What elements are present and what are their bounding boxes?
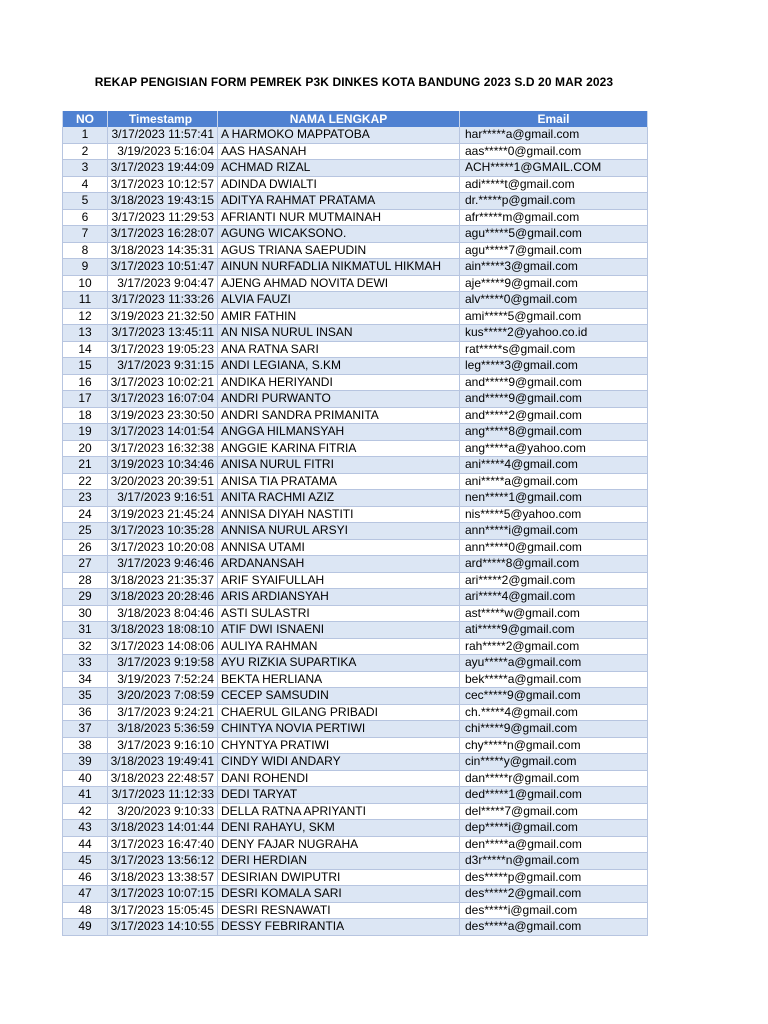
row-number-cell: 30 xyxy=(63,605,108,622)
table-row[interactable] xyxy=(63,803,648,820)
table-row[interactable] xyxy=(63,539,648,556)
email-cell: ari*****4@gmail.com xyxy=(460,589,648,606)
row-number-cell: 13 xyxy=(63,325,108,342)
timestamp-cell: 3/18/2023 8:04:46 xyxy=(108,605,218,622)
timestamp-cell: 3/18/2023 5:36:59 xyxy=(108,721,218,738)
row-number-cell: 34 xyxy=(63,671,108,688)
name-cell: ANISA NURUL FITRI xyxy=(218,457,460,474)
name-cell: AJENG AHMAD NOVITA DEWI xyxy=(218,275,460,292)
timestamp-cell: 3/17/2023 14:10:55 xyxy=(108,919,218,936)
row-number-cell: 49 xyxy=(63,919,108,936)
email-cell: ani*****4@gmail.com xyxy=(460,457,648,474)
email-cell: den*****a@gmail.com xyxy=(460,836,648,853)
email-cell: dep*****i@gmail.com xyxy=(460,820,648,837)
name-cell: ASTI SULASTRI xyxy=(218,605,460,622)
row-number-cell: 7 xyxy=(63,226,108,243)
row-number-cell: 48 xyxy=(63,902,108,919)
row-number-cell: 44 xyxy=(63,836,108,853)
row-number-cell: 12 xyxy=(63,308,108,325)
timestamp-cell: 3/17/2023 10:12:57 xyxy=(108,176,218,193)
table-row[interactable] xyxy=(63,836,648,853)
row-number-cell: 24 xyxy=(63,506,108,523)
table-row[interactable] xyxy=(63,259,648,276)
name-cell: ARIF SYAIFULLAH xyxy=(218,572,460,589)
name-cell: ANGGIE KARINA FITRIA xyxy=(218,440,460,457)
row-number-cell: 26 xyxy=(63,539,108,556)
email-cell: kus*****2@yahoo.co.id xyxy=(460,325,648,342)
email-cell: agu*****5@gmail.com xyxy=(460,226,648,243)
table-row[interactable] xyxy=(63,787,648,804)
row-number-cell: 39 xyxy=(63,754,108,771)
table-row[interactable] xyxy=(63,869,648,886)
email-cell: rah*****2@gmail.com xyxy=(460,638,648,655)
row-number-cell: 4 xyxy=(63,176,108,193)
table-row[interactable] xyxy=(63,919,648,936)
table-row[interactable] xyxy=(63,407,648,424)
email-cell: dr.*****p@gmail.com xyxy=(460,193,648,210)
name-cell: AULIYA RAHMAN xyxy=(218,638,460,655)
table-row[interactable] xyxy=(63,523,648,540)
name-cell: ANITA RACHMI AZIZ xyxy=(218,490,460,507)
email-cell: ded*****1@gmail.com xyxy=(460,787,648,804)
row-number-cell: 46 xyxy=(63,869,108,886)
name-cell: ANNISA DIYAH NASTITI xyxy=(218,506,460,523)
timestamp-cell: 3/18/2023 14:01:44 xyxy=(108,820,218,837)
email-cell: and*****2@gmail.com xyxy=(460,407,648,424)
email-cell: cin*****y@gmail.com xyxy=(460,754,648,771)
timestamp-cell: 3/18/2023 13:38:57 xyxy=(108,869,218,886)
name-cell: ANNISA UTAMI xyxy=(218,539,460,556)
row-number-cell: 23 xyxy=(63,490,108,507)
timestamp-cell: 3/20/2023 7:08:59 xyxy=(108,688,218,705)
row-number-cell: 11 xyxy=(63,292,108,309)
table-row[interactable] xyxy=(63,242,648,259)
name-cell: ACHMAD RIZAL xyxy=(218,160,460,177)
row-number-cell: 22 xyxy=(63,473,108,490)
name-cell: AGUS TRIANA SAEPUDIN xyxy=(218,242,460,259)
page-title: REKAP PENGISIAN FORM PEMREK P3K DINKES KOTA BANDUNG 2023 S.D 20 MAR 2023 xyxy=(94,75,614,89)
row-number-cell: 17 xyxy=(63,391,108,408)
name-cell: ANDI LEGIANA, S.KM xyxy=(218,358,460,375)
row-number-cell: 16 xyxy=(63,374,108,391)
header-row xyxy=(63,111,648,127)
table-row[interactable] xyxy=(63,209,648,226)
timestamp-cell: 3/17/2023 10:02:21 xyxy=(108,374,218,391)
timestamp-cell: 3/17/2023 11:12:33 xyxy=(108,787,218,804)
table-row[interactable] xyxy=(63,737,648,754)
timestamp-cell: 3/17/2023 9:31:15 xyxy=(108,358,218,375)
timestamp-cell: 3/20/2023 9:10:33 xyxy=(108,803,218,820)
timestamp-cell: 3/18/2023 19:49:41 xyxy=(108,754,218,771)
timestamp-cell: 3/19/2023 5:16:04 xyxy=(108,143,218,160)
column-header-name[interactable]: NAMA LENGKAP xyxy=(218,111,460,127)
table-row[interactable] xyxy=(63,160,648,177)
row-number-cell: 37 xyxy=(63,721,108,738)
name-cell: CHINTYA NOVIA PERTIWI xyxy=(218,721,460,738)
name-cell: ARDANANSAH xyxy=(218,556,460,573)
timestamp-cell: 3/17/2023 16:47:40 xyxy=(108,836,218,853)
timestamp-cell: 3/18/2023 22:48:57 xyxy=(108,770,218,787)
table-row[interactable] xyxy=(63,671,648,688)
row-number-cell: 14 xyxy=(63,341,108,358)
email-cell: adi*****t@gmail.com xyxy=(460,176,648,193)
recap-table xyxy=(62,111,648,936)
timestamp-cell: 3/17/2023 16:32:38 xyxy=(108,440,218,457)
table-row[interactable] xyxy=(63,391,648,408)
column-header-timestamp[interactable]: Timestamp xyxy=(108,111,218,127)
name-cell: ANA RATNA SARI xyxy=(218,341,460,358)
email-cell: ard*****8@gmail.com xyxy=(460,556,648,573)
name-cell: AINUN NURFADLIA NIKMATUL HIKMAH xyxy=(218,259,460,276)
name-cell: DENY FAJAR NUGRAHA xyxy=(218,836,460,853)
table-row[interactable] xyxy=(63,506,648,523)
name-cell: CHYNTYA PRATIWI xyxy=(218,737,460,754)
timestamp-cell: 3/17/2023 11:33:26 xyxy=(108,292,218,309)
name-cell: ADITYA RAHMAT PRATAMA xyxy=(218,193,460,210)
email-cell: des*****2@gmail.com xyxy=(460,886,648,903)
row-number-cell: 27 xyxy=(63,556,108,573)
email-cell: ati*****9@gmail.com xyxy=(460,622,648,639)
name-cell: DESIRIAN DWIPUTRI xyxy=(218,869,460,886)
row-number-cell: 25 xyxy=(63,523,108,540)
name-cell: CHAERUL GILANG PRIBADI xyxy=(218,704,460,721)
email-cell: and*****9@gmail.com xyxy=(460,374,648,391)
name-cell: AFRIANTI NUR MUTMAINAH xyxy=(218,209,460,226)
email-cell: ani*****a@gmail.com xyxy=(460,473,648,490)
table-row[interactable] xyxy=(63,143,648,160)
name-cell: ATIF DWI ISNAENI xyxy=(218,622,460,639)
row-number-cell: 15 xyxy=(63,358,108,375)
table-row[interactable] xyxy=(63,704,648,721)
name-cell: ALVIA FAUZI xyxy=(218,292,460,309)
timestamp-cell: 3/17/2023 10:51:47 xyxy=(108,259,218,276)
email-cell: ari*****2@gmail.com xyxy=(460,572,648,589)
timestamp-cell: 3/19/2023 23:30:50 xyxy=(108,407,218,424)
table-row[interactable] xyxy=(63,605,648,622)
name-cell: DELLA RATNA APRIYANTI xyxy=(218,803,460,820)
email-cell: ch.*****4@gmail.com xyxy=(460,704,648,721)
row-number-cell: 47 xyxy=(63,886,108,903)
table-row[interactable] xyxy=(63,572,648,589)
name-cell: DEDI TARYAT xyxy=(218,787,460,804)
row-number-cell: 43 xyxy=(63,820,108,837)
table-row[interactable] xyxy=(63,902,648,919)
row-number-cell: 19 xyxy=(63,424,108,441)
timestamp-cell: 3/17/2023 9:16:51 xyxy=(108,490,218,507)
table-row[interactable] xyxy=(63,886,648,903)
row-number-cell: 2 xyxy=(63,143,108,160)
email-cell: nis*****5@yahoo.com xyxy=(460,506,648,523)
table-body xyxy=(63,127,648,935)
name-cell: AMIR FATHIN xyxy=(218,308,460,325)
table-row[interactable] xyxy=(63,754,648,771)
table-row[interactable] xyxy=(63,473,648,490)
name-cell: ANDRI SANDRA PRIMANITA xyxy=(218,407,460,424)
email-cell: des*****a@gmail.com xyxy=(460,919,648,936)
timestamp-cell: 3/18/2023 20:28:46 xyxy=(108,589,218,606)
timestamp-cell: 3/17/2023 9:16:10 xyxy=(108,737,218,754)
row-number-cell: 45 xyxy=(63,853,108,870)
name-cell: ANDRI PURWANTO xyxy=(218,391,460,408)
email-cell: alv*****0@gmail.com xyxy=(460,292,648,309)
row-number-cell: 1 xyxy=(63,127,108,143)
timestamp-cell: 3/20/2023 20:39:51 xyxy=(108,473,218,490)
email-cell: ann*****0@gmail.com xyxy=(460,539,648,556)
table-row[interactable] xyxy=(63,556,648,573)
email-cell: afr*****m@gmail.com xyxy=(460,209,648,226)
name-cell: AAS HASANAH xyxy=(218,143,460,160)
row-number-cell: 20 xyxy=(63,440,108,457)
name-cell: ANISA TIA PRATAMA xyxy=(218,473,460,490)
column-header-no[interactable]: NO xyxy=(63,111,108,127)
table-row[interactable] xyxy=(63,655,648,672)
email-cell: agu*****7@gmail.com xyxy=(460,242,648,259)
email-cell: leg*****3@gmail.com xyxy=(460,358,648,375)
email-cell: cec*****9@gmail.com xyxy=(460,688,648,705)
table-row[interactable] xyxy=(63,490,648,507)
name-cell: CECEP SAMSUDIN xyxy=(218,688,460,705)
row-number-cell: 35 xyxy=(63,688,108,705)
table-row[interactable] xyxy=(63,325,648,342)
name-cell: CINDY WIDI ANDARY xyxy=(218,754,460,771)
email-cell: ain*****3@gmail.com xyxy=(460,259,648,276)
row-number-cell: 33 xyxy=(63,655,108,672)
timestamp-cell: 3/17/2023 15:05:45 xyxy=(108,902,218,919)
name-cell: DESRI RESNAWATI xyxy=(218,902,460,919)
timestamp-cell: 3/17/2023 13:45:11 xyxy=(108,325,218,342)
column-header-email[interactable]: Email xyxy=(460,111,648,127)
name-cell: DERI HERDIAN xyxy=(218,853,460,870)
timestamp-cell: 3/17/2023 10:35:28 xyxy=(108,523,218,540)
row-number-cell: 29 xyxy=(63,589,108,606)
timestamp-cell: 3/17/2023 9:04:47 xyxy=(108,275,218,292)
email-cell: aas*****0@gmail.com xyxy=(460,143,648,160)
email-cell: dan*****r@gmail.com xyxy=(460,770,648,787)
recap-table-container xyxy=(62,111,647,936)
table-row[interactable] xyxy=(63,770,648,787)
table-row[interactable] xyxy=(63,374,648,391)
timestamp-cell: 3/18/2023 18:08:10 xyxy=(108,622,218,639)
table-row[interactable] xyxy=(63,820,648,837)
row-number-cell: 3 xyxy=(63,160,108,177)
table-row[interactable] xyxy=(63,638,648,655)
row-number-cell: 9 xyxy=(63,259,108,276)
timestamp-cell: 3/17/2023 10:20:08 xyxy=(108,539,218,556)
row-number-cell: 10 xyxy=(63,275,108,292)
timestamp-cell: 3/18/2023 19:43:15 xyxy=(108,193,218,210)
email-cell: ann*****i@gmail.com xyxy=(460,523,648,540)
table-row[interactable] xyxy=(63,688,648,705)
timestamp-cell: 3/17/2023 14:08:06 xyxy=(108,638,218,655)
timestamp-cell: 3/17/2023 9:19:58 xyxy=(108,655,218,672)
email-cell: des*****i@gmail.com xyxy=(460,902,648,919)
name-cell: BEKTA HERLIANA xyxy=(218,671,460,688)
email-cell: ang*****a@yahoo.com xyxy=(460,440,648,457)
timestamp-cell: 3/17/2023 14:01:54 xyxy=(108,424,218,441)
name-cell: AGUNG WICAKSONO. xyxy=(218,226,460,243)
timestamp-cell: 3/18/2023 21:35:37 xyxy=(108,572,218,589)
table-row[interactable] xyxy=(63,440,648,457)
timestamp-cell: 3/19/2023 7:52:24 xyxy=(108,671,218,688)
table-header xyxy=(63,111,648,127)
timestamp-cell: 3/17/2023 13:56:12 xyxy=(108,853,218,870)
timestamp-cell: 3/17/2023 10:07:15 xyxy=(108,886,218,903)
table-row[interactable] xyxy=(63,853,648,870)
email-cell: har*****a@gmail.com xyxy=(460,127,648,143)
email-cell: d3r*****n@gmail.com xyxy=(460,853,648,870)
row-number-cell: 31 xyxy=(63,622,108,639)
name-cell: ANDIKA HERIYANDI xyxy=(218,374,460,391)
email-cell: nen*****1@gmail.com xyxy=(460,490,648,507)
row-number-cell: 8 xyxy=(63,242,108,259)
email-cell: chi*****9@gmail.com xyxy=(460,721,648,738)
email-cell: chy*****n@gmail.com xyxy=(460,737,648,754)
timestamp-cell: 3/19/2023 10:34:46 xyxy=(108,457,218,474)
name-cell: DESRI KOMALA SARI xyxy=(218,886,460,903)
name-cell: AYU RIZKIA SUPARTIKA xyxy=(218,655,460,672)
table-row[interactable] xyxy=(63,292,648,309)
row-number-cell: 42 xyxy=(63,803,108,820)
row-number-cell: 28 xyxy=(63,572,108,589)
timestamp-cell: 3/18/2023 14:35:31 xyxy=(108,242,218,259)
name-cell: AN NISA NURUL INSAN xyxy=(218,325,460,342)
email-cell: rat*****s@gmail.com xyxy=(460,341,648,358)
table-row[interactable] xyxy=(63,127,648,143)
timestamp-cell: 3/19/2023 21:45:24 xyxy=(108,506,218,523)
timestamp-cell: 3/17/2023 11:29:53 xyxy=(108,209,218,226)
timestamp-cell: 3/19/2023 21:32:50 xyxy=(108,308,218,325)
row-number-cell: 38 xyxy=(63,737,108,754)
table-row[interactable] xyxy=(63,275,648,292)
name-cell: ANGGA HILMANSYAH xyxy=(218,424,460,441)
email-cell: ang*****8@gmail.com xyxy=(460,424,648,441)
row-number-cell: 18 xyxy=(63,407,108,424)
table-row[interactable] xyxy=(63,308,648,325)
timestamp-cell: 3/17/2023 19:05:23 xyxy=(108,341,218,358)
name-cell: DANI ROHENDI xyxy=(218,770,460,787)
email-cell: ast*****w@gmail.com xyxy=(460,605,648,622)
table-row[interactable] xyxy=(63,226,648,243)
table-row[interactable] xyxy=(63,589,648,606)
name-cell: ADINDA DWIALTI xyxy=(218,176,460,193)
row-number-cell: 40 xyxy=(63,770,108,787)
email-cell: ami*****5@gmail.com xyxy=(460,308,648,325)
timestamp-cell: 3/17/2023 11:57:41 xyxy=(108,127,218,143)
email-cell: ayu*****a@gmail.com xyxy=(460,655,648,672)
row-number-cell: 21 xyxy=(63,457,108,474)
name-cell: DESSY FEBRIRANTIA xyxy=(218,919,460,936)
email-cell: and*****9@gmail.com xyxy=(460,391,648,408)
name-cell: DENI RAHAYU, SKM xyxy=(218,820,460,837)
email-cell: del*****7@gmail.com xyxy=(460,803,648,820)
table-row[interactable] xyxy=(63,721,648,738)
table-row[interactable] xyxy=(63,176,648,193)
table-row[interactable] xyxy=(63,622,648,639)
table-row[interactable] xyxy=(63,457,648,474)
email-cell: ACH*****1@GMAIL.COM xyxy=(460,160,648,177)
email-cell: bek*****a@gmail.com xyxy=(460,671,648,688)
email-cell: aje*****9@gmail.com xyxy=(460,275,648,292)
timestamp-cell: 3/17/2023 9:46:46 xyxy=(108,556,218,573)
timestamp-cell: 3/17/2023 16:28:07 xyxy=(108,226,218,243)
name-cell: ANNISA NURUL ARSYI xyxy=(218,523,460,540)
table-row[interactable] xyxy=(63,424,648,441)
email-cell: des*****p@gmail.com xyxy=(460,869,648,886)
name-cell: ARIS ARDIANSYAH xyxy=(218,589,460,606)
table-row[interactable] xyxy=(63,358,648,375)
timestamp-cell: 3/17/2023 16:07:04 xyxy=(108,391,218,408)
table-row[interactable] xyxy=(63,341,648,358)
row-number-cell: 36 xyxy=(63,704,108,721)
row-number-cell: 5 xyxy=(63,193,108,210)
timestamp-cell: 3/17/2023 9:24:21 xyxy=(108,704,218,721)
table-row[interactable] xyxy=(63,193,648,210)
row-number-cell: 32 xyxy=(63,638,108,655)
timestamp-cell: 3/17/2023 19:44:09 xyxy=(108,160,218,177)
name-cell: A HARMOKO MAPPATOBA xyxy=(218,127,460,143)
row-number-cell: 41 xyxy=(63,787,108,804)
row-number-cell: 6 xyxy=(63,209,108,226)
